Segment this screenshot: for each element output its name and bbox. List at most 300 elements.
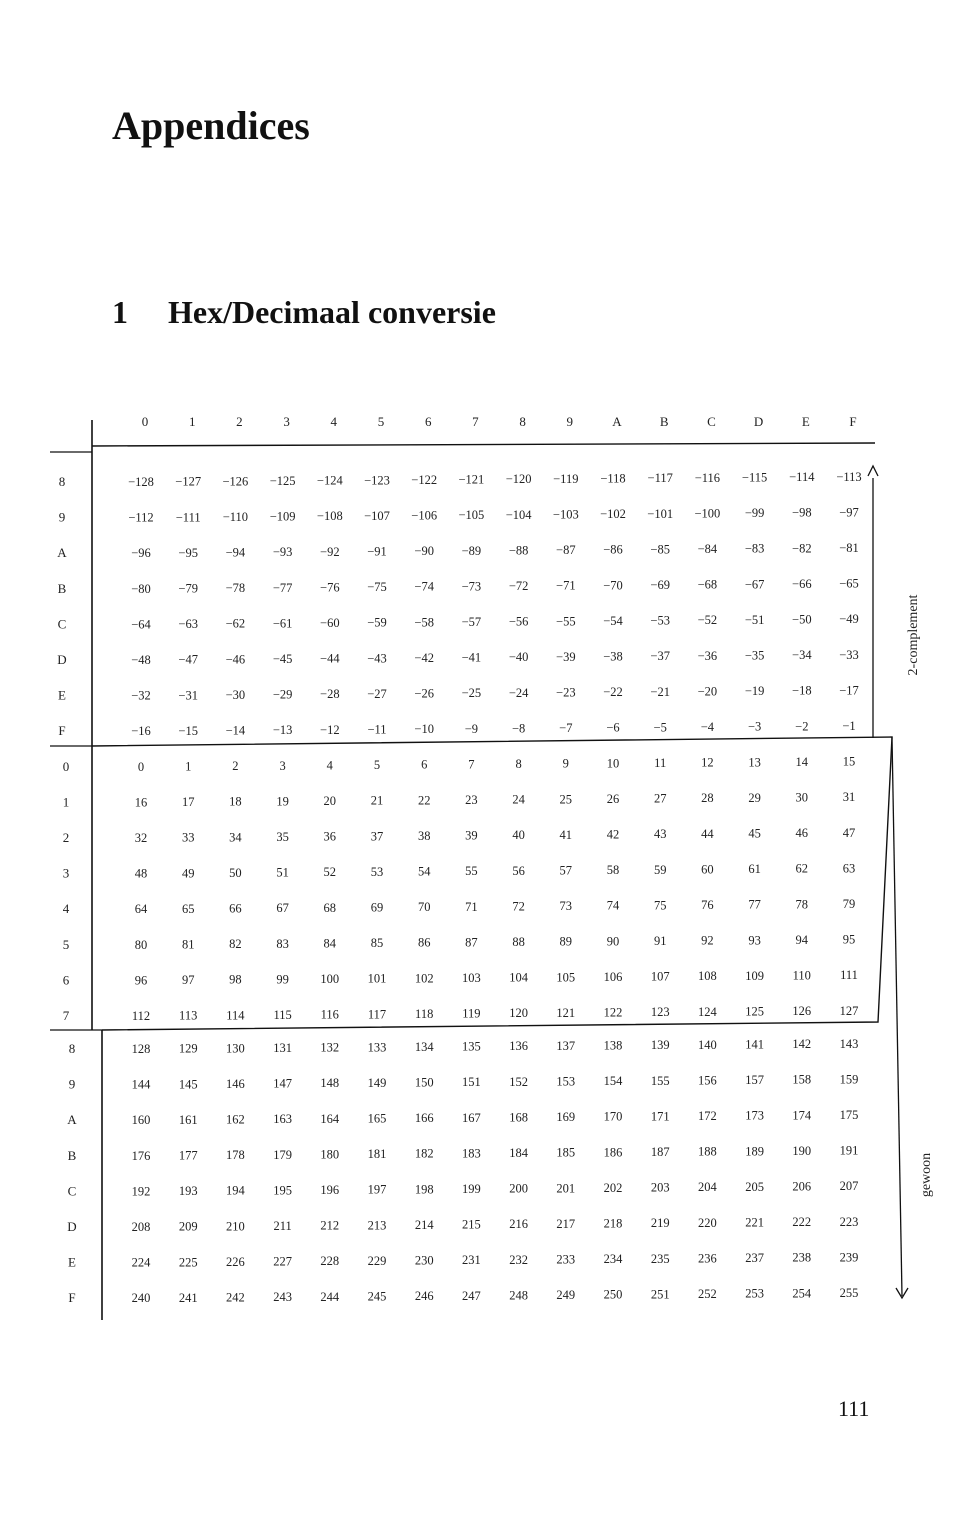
table-cell: −58 <box>414 615 434 630</box>
table-cell: 53 <box>370 864 384 879</box>
table-cell: 254 <box>792 1286 812 1301</box>
table-cell: 93 <box>748 933 761 948</box>
table-cell: 149 <box>367 1075 387 1090</box>
table-cell: −119 <box>553 471 579 486</box>
table-cell: −71 <box>556 578 576 593</box>
table-cell: −11 <box>367 722 387 737</box>
table-cell: 173 <box>745 1108 764 1123</box>
table-cell: 72 <box>512 899 525 914</box>
table-cell: 136 <box>509 1039 528 1054</box>
table-cell: 103 <box>462 971 481 985</box>
table-cell: 215 <box>462 1217 481 1232</box>
section-number: 1 <box>112 294 128 330</box>
row-header: D <box>67 1219 77 1234</box>
table-cell: 234 <box>603 1252 623 1267</box>
table-cell: 36 <box>323 829 337 844</box>
table-cell: 16 <box>134 795 148 810</box>
table-cell: 177 <box>178 1148 198 1163</box>
table-cell: −25 <box>461 686 482 701</box>
table-cell: 243 <box>273 1290 292 1305</box>
table-cell: 30 <box>795 790 809 805</box>
table-cell: 101 <box>367 971 387 986</box>
table-cell: 129 <box>178 1041 198 1056</box>
table-cell: 226 <box>226 1254 245 1269</box>
twos-complement-label: 2-complement <box>906 594 921 676</box>
table-cell: 238 <box>792 1250 812 1265</box>
page-number: 111 <box>838 1396 870 1421</box>
table-cell: −47 <box>178 652 198 667</box>
table-cell: −100 <box>694 506 721 521</box>
table-cell: −91 <box>367 544 387 559</box>
table-cell: 117 <box>367 1007 387 1022</box>
table-cell: −107 <box>364 508 390 523</box>
table-cell: 18 <box>229 794 242 809</box>
table-cell: −3 <box>747 719 762 734</box>
table-cell: 34 <box>229 830 242 845</box>
table-cell: 228 <box>320 1254 340 1269</box>
table-cell: 249 <box>556 1288 576 1302</box>
table-cell: 132 <box>320 1040 340 1055</box>
table-cell: 155 <box>650 1073 670 1088</box>
table-cell: 49 <box>181 866 195 881</box>
table-cell: −87 <box>556 543 576 558</box>
table-cell: 189 <box>745 1144 764 1159</box>
table-cell: 13 <box>748 755 761 770</box>
table-cell: −29 <box>272 687 293 702</box>
column-header: 6 <box>424 414 432 429</box>
table-cell: 21 <box>370 793 384 808</box>
table-cell: −33 <box>839 647 859 662</box>
table-cell: 147 <box>273 1076 292 1091</box>
table-cell: −88 <box>508 543 529 558</box>
table-cell: 102 <box>414 971 434 986</box>
table-cell: −7 <box>559 721 573 736</box>
table-cell: 185 <box>556 1145 576 1160</box>
table-cell: 157 <box>745 1073 764 1087</box>
table-cell: 104 <box>509 970 528 985</box>
table-cell: 4 <box>326 758 333 773</box>
table-cell: −116 <box>694 470 721 485</box>
table-cell: −30 <box>225 687 246 702</box>
table-cell: 5 <box>373 758 381 772</box>
table-cell: −27 <box>367 686 387 701</box>
table-cell: 60 <box>701 862 714 877</box>
table-cell: 209 <box>178 1219 198 1234</box>
table-cell: −78 <box>225 581 246 596</box>
row-header: 4 <box>62 901 70 917</box>
table-cell: −56 <box>508 614 529 629</box>
table-cell: −109 <box>269 509 296 524</box>
table-cell: 3 <box>279 758 286 773</box>
table-cell: 236 <box>698 1251 717 1266</box>
table-cell: 118 <box>415 1006 434 1021</box>
table-cell: 204 <box>698 1180 717 1195</box>
table-cell: 11 <box>654 755 667 770</box>
table-cell: 165 <box>367 1111 387 1126</box>
table-cell: 233 <box>556 1252 576 1267</box>
column-headers <box>142 414 857 429</box>
section-title: Hex/Decimaal conversie <box>168 294 496 330</box>
table-cell: 119 <box>462 1006 481 1021</box>
table-cell: 61 <box>748 862 761 877</box>
table-cell: −93 <box>272 545 293 560</box>
table-cell: 116 <box>320 1007 339 1022</box>
table-cell: 237 <box>745 1251 764 1265</box>
table-cell: 167 <box>462 1110 481 1125</box>
table-cell: 195 <box>273 1183 292 1198</box>
table-cell: 35 <box>276 830 289 844</box>
table-cell: 219 <box>650 1216 670 1231</box>
column-header: 3 <box>283 414 290 429</box>
table-cell: −97 <box>839 505 859 520</box>
table-cell: 246 <box>414 1289 434 1304</box>
table-cell: 23 <box>465 793 478 807</box>
table-cell: −12 <box>320 722 340 737</box>
table-cell: −1 <box>842 719 856 733</box>
table-cell: 158 <box>792 1072 812 1087</box>
row-header: 2 <box>62 830 70 845</box>
table-cell: −104 <box>505 507 532 522</box>
table-cell: −76 <box>320 580 340 595</box>
table-cell: 190 <box>792 1143 812 1158</box>
table-cell: −37 <box>650 649 670 664</box>
table-cell: 127 <box>839 1003 859 1018</box>
table-cell: 24 <box>512 792 525 807</box>
table-cell: −77 <box>272 580 293 595</box>
table-cell: 126 <box>792 1004 812 1019</box>
table-cell: 37 <box>370 829 384 844</box>
table-cell: 29 <box>748 790 761 805</box>
table-cell: 84 <box>323 936 337 951</box>
table-cell: 76 <box>701 898 714 912</box>
table-cell: 7 <box>468 757 475 772</box>
table-cell: 199 <box>462 1182 481 1196</box>
table-cell: 45 <box>748 826 761 841</box>
table-cell: 248 <box>509 1288 528 1303</box>
table-cell: −127 <box>175 474 202 489</box>
table-cell: 82 <box>229 937 242 952</box>
table-cell: −34 <box>792 648 812 663</box>
table-cell: 197 <box>367 1182 387 1197</box>
table-cell: −51 <box>744 612 765 627</box>
table-cell: 122 <box>603 1005 623 1020</box>
row-header: A <box>57 545 67 561</box>
table-cell: −66 <box>792 576 812 591</box>
table-cell: 191 <box>839 1143 859 1158</box>
table-cell: −75 <box>367 580 387 594</box>
table-cell: −60 <box>320 616 340 630</box>
table-cell: 113 <box>179 1008 198 1023</box>
column-header: D <box>753 414 764 429</box>
table-cell: 152 <box>509 1074 528 1089</box>
table-cell: 146 <box>226 1076 245 1091</box>
table-cell: 52 <box>323 865 337 880</box>
table-cell: −101 <box>647 506 674 521</box>
table-cell: 196 <box>320 1183 340 1197</box>
table-cell: −126 <box>222 474 249 489</box>
table-cell: −84 <box>697 542 718 556</box>
table-cell: 90 <box>606 934 620 949</box>
table-cell: 105 <box>556 970 576 985</box>
table-cell: 114 <box>226 1008 245 1023</box>
table-cell: 62 <box>795 861 809 876</box>
table-cell: 0 <box>137 759 145 774</box>
twos-complement-arrow-head <box>868 466 878 476</box>
table-cell: 137 <box>556 1038 576 1053</box>
table-cell: 178 <box>226 1148 245 1163</box>
table-cell: 222 <box>792 1215 812 1230</box>
table-cell: −6 <box>606 720 620 735</box>
table-cell: 26 <box>606 791 620 806</box>
table-cell: 225 <box>178 1255 198 1270</box>
table-cell: −9 <box>464 721 479 736</box>
table-cell: 221 <box>745 1215 764 1230</box>
column-header: E <box>801 414 810 429</box>
table-cell: 106 <box>603 969 623 984</box>
table-cell: 92 <box>701 933 714 948</box>
table-cell: −98 <box>792 505 812 520</box>
table-cell: 138 <box>603 1038 623 1053</box>
row-header: 9 <box>58 509 66 525</box>
table-cell: −69 <box>650 577 670 592</box>
table-cell: 63 <box>842 861 856 876</box>
table-cell: −21 <box>650 684 670 699</box>
table-cell: −17 <box>839 683 859 698</box>
unsigned-arrow-line <box>892 737 902 1296</box>
table-cell: 69 <box>370 900 384 915</box>
table-cell: −68 <box>697 577 718 592</box>
table-cell: 48 <box>134 866 148 881</box>
table-cell: 112 <box>131 1009 151 1023</box>
table-cell: 134 <box>414 1039 434 1054</box>
table-cell: −114 <box>789 470 815 485</box>
table-cell: 193 <box>178 1184 198 1199</box>
table-cell: 70 <box>417 900 431 915</box>
positive-range-box <box>92 737 892 1030</box>
table-cell: −38 <box>603 649 623 664</box>
table-cell: 46 <box>795 826 809 841</box>
table-cell: −49 <box>839 612 859 627</box>
row-header: 9 <box>68 1076 76 1092</box>
table-cell: −35 <box>744 648 765 663</box>
table-cell: 184 <box>509 1146 528 1160</box>
table-cell: 124 <box>698 1004 717 1019</box>
table-cell: 205 <box>745 1179 764 1194</box>
table-cell: 140 <box>698 1037 717 1052</box>
column-header: 2 <box>236 414 243 429</box>
table-cell: 44 <box>701 826 714 841</box>
table-cell: 206 <box>792 1179 812 1194</box>
table-cell: 251 <box>650 1287 670 1302</box>
table-cell: 229 <box>367 1253 387 1268</box>
table-cell: 8 <box>515 757 522 771</box>
table-cell: 51 <box>276 865 289 880</box>
table-cell: −106 <box>411 508 438 523</box>
table-cell: 242 <box>226 1290 245 1305</box>
table-cell: −46 <box>225 652 246 667</box>
table-cell: 123 <box>650 1005 670 1020</box>
table-cell: 151 <box>462 1075 481 1090</box>
table-cell: −113 <box>836 469 862 484</box>
table-cell: 71 <box>465 899 478 914</box>
table-cell: 78 <box>795 897 809 912</box>
table-cell: 77 <box>748 897 761 912</box>
table-cell: 6 <box>421 757 428 772</box>
table-cell: −31 <box>178 688 198 703</box>
table-cell: 81 <box>181 937 195 952</box>
table-cell: −85 <box>650 542 670 557</box>
column-header: 7 <box>472 414 479 429</box>
table-cell: −125 <box>269 473 296 488</box>
table-cell: 33 <box>181 830 195 845</box>
table-cell: −61 <box>272 616 293 631</box>
table-cell: −74 <box>414 579 434 594</box>
column-header: 8 <box>519 414 526 429</box>
table-cell: −73 <box>461 579 482 594</box>
table-cell: −108 <box>316 509 343 524</box>
table-cell: 220 <box>698 1215 717 1230</box>
table-cell: −80 <box>131 581 151 596</box>
table-cell: 168 <box>509 1110 528 1125</box>
table-cell: 19 <box>276 794 289 809</box>
column-header: A <box>612 414 622 429</box>
table-cell: −121 <box>458 472 485 487</box>
table-cell: −48 <box>131 653 151 667</box>
table-cell: 207 <box>839 1179 859 1194</box>
table-cell: 203 <box>650 1180 670 1195</box>
table-cell: −59 <box>367 615 387 630</box>
table-cell: 27 <box>653 791 667 806</box>
table-cell: 91 <box>653 933 667 948</box>
table-cell: 20 <box>323 794 337 808</box>
table-cell: −16 <box>131 724 151 739</box>
table-cell: 241 <box>178 1290 198 1305</box>
table-cell: 80 <box>134 937 148 952</box>
table-cell: 32 <box>134 831 148 845</box>
table-cell: 240 <box>131 1291 151 1306</box>
table-cell: 148 <box>320 1076 340 1091</box>
table-cell: 159 <box>839 1072 859 1087</box>
table-cell: −23 <box>556 685 576 700</box>
row-header: 3 <box>62 865 70 881</box>
table-cell: 247 <box>462 1288 481 1303</box>
table-cell: 201 <box>556 1181 576 1196</box>
table-cell: −20 <box>697 684 718 699</box>
table-cell: −57 <box>461 614 482 629</box>
row-header: C <box>57 616 67 632</box>
table-cell: 125 <box>745 1004 764 1019</box>
table-cell: 2 <box>232 759 239 774</box>
table-cell: −128 <box>128 475 154 489</box>
table-cell: −13 <box>272 723 293 738</box>
table-cell: 75 <box>653 898 667 913</box>
row-header: E <box>68 1254 76 1270</box>
table-cell: −89 <box>461 543 482 558</box>
table-cell: 187 <box>650 1145 670 1159</box>
row-header: 7 <box>62 1008 70 1023</box>
table-cell: 160 <box>131 1113 151 1128</box>
table-cell: 109 <box>745 968 764 983</box>
table-cell: 153 <box>556 1074 576 1089</box>
table-cell: −62 <box>225 616 246 631</box>
table-cell: −8 <box>511 721 526 736</box>
table-cell: 198 <box>414 1182 434 1197</box>
table-cell: 89 <box>559 934 573 949</box>
row-header: 8 <box>58 474 66 489</box>
table-cell: 135 <box>462 1039 481 1054</box>
table-cell: 133 <box>367 1040 387 1055</box>
table-cell: −26 <box>414 686 434 701</box>
table-cell: 83 <box>276 936 289 951</box>
table-cell: 144 <box>131 1077 151 1092</box>
table-cell: 65 <box>181 901 195 916</box>
table-cell: 25 <box>559 792 573 807</box>
table-cell: 244 <box>320 1289 340 1304</box>
row-header: 1 <box>62 794 70 810</box>
table-cell: 111 <box>840 968 858 983</box>
column-header: F <box>849 414 857 429</box>
table-cell: 245 <box>367 1289 387 1304</box>
row-headers <box>57 474 77 1305</box>
table-cell: 98 <box>229 972 242 987</box>
header-rule <box>92 443 875 446</box>
table-cell: 163 <box>273 1112 292 1127</box>
table-cell: 214 <box>414 1217 434 1232</box>
table-cell: 115 <box>273 1008 292 1022</box>
table-cell: −118 <box>600 471 626 486</box>
table-cell: 174 <box>792 1108 812 1123</box>
table-cell: −124 <box>316 473 343 488</box>
table-cell: 176 <box>131 1148 151 1163</box>
table-cell: 213 <box>367 1218 387 1233</box>
table-cell: −19 <box>744 684 765 699</box>
table-cell: 192 <box>131 1184 151 1199</box>
row-header: 5 <box>62 936 70 952</box>
table-cell: 67 <box>276 901 289 916</box>
table-cell: 186 <box>603 1145 623 1160</box>
table-cell: −50 <box>792 612 812 627</box>
table-cell: −15 <box>178 723 198 738</box>
column-header: 1 <box>188 414 196 429</box>
column-header: B <box>659 414 669 429</box>
table-cell: −72 <box>508 579 529 593</box>
table-cell: 142 <box>792 1037 812 1052</box>
table-cell: 202 <box>603 1180 623 1195</box>
table-cell: 182 <box>414 1146 434 1161</box>
table-cell: 223 <box>839 1214 859 1229</box>
table-cell: 47 <box>842 825 856 840</box>
table-cell: 99 <box>276 972 289 987</box>
table-cell: 28 <box>701 791 714 806</box>
table-cell: 87 <box>465 935 478 950</box>
table-cell: 239 <box>839 1250 859 1265</box>
table-cell: −117 <box>647 471 673 486</box>
table-cell: 181 <box>367 1147 387 1161</box>
table-cell: −111 <box>175 510 201 525</box>
table-cell: −5 <box>653 720 667 735</box>
table-cell: −32 <box>131 688 151 703</box>
table-cell: −14 <box>225 723 246 738</box>
table-cell: −24 <box>508 685 529 700</box>
table-cell: −36 <box>697 648 718 663</box>
table-cell: −2 <box>795 719 809 734</box>
table-cell: 210 <box>226 1219 245 1234</box>
table-cell: 85 <box>370 936 384 950</box>
column-header: 9 <box>566 414 574 429</box>
table-cell: 216 <box>509 1217 528 1232</box>
row-header: F <box>68 1290 76 1306</box>
table-cell: 43 <box>653 827 667 842</box>
